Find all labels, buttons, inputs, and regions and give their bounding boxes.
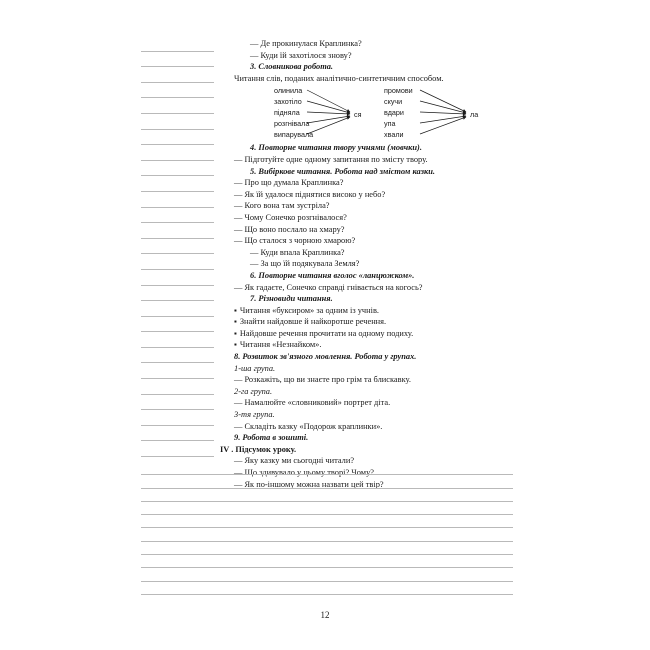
list-item: ▪ Читання «буксиром» за одним із учнів. — [234, 305, 534, 317]
notes-line — [141, 542, 513, 555]
list-item: ▪ Читання «Незнайком». — [234, 339, 534, 351]
margin-line — [141, 161, 214, 177]
margin-line — [141, 239, 214, 255]
question: — Як їй удалося піднятися високо у небо? — [234, 189, 386, 199]
notes-line — [141, 462, 513, 475]
margin-line — [141, 363, 214, 379]
group-label: 3-тя група. — [234, 410, 275, 420]
notes-line — [141, 555, 513, 568]
margin-line — [141, 270, 214, 286]
margin-line — [141, 98, 214, 114]
margin-line — [141, 223, 214, 239]
group-task: — Складіть казку «Подорож краплинки». — [234, 421, 383, 431]
question: — Що здивувало у цьому творі? Чому? — [234, 468, 374, 477]
question: — Де прокинулася Краплинка? — [250, 39, 362, 48]
margin-line — [141, 176, 214, 192]
margin-line — [141, 286, 214, 302]
margin-line — [141, 441, 214, 457]
section-heading: 8. Розвиток зв'язного мовлення. Робота у групах. — [234, 352, 417, 362]
question: — Куди впала Краплинка? — [250, 247, 345, 257]
diagram-word: розгнівала — [274, 119, 310, 129]
question: — Чому Сонечко розгнівалося? — [234, 212, 347, 222]
section-heading: 9. Робота в зошиті. — [234, 433, 309, 443]
section-heading-iv: IV . Підсумок уроку. — [220, 444, 297, 454]
diagram-word: упа — [384, 119, 396, 129]
instruction-text: — Підготуйте одне одному запитання по змісту твору. — [234, 154, 428, 164]
diagram-word: вдари — [384, 108, 404, 118]
notes-line — [141, 515, 513, 528]
question: — Яку казку ми сьогодні читали? — [234, 456, 355, 466]
list-item: ▪ Знайти найдовше й найкоротше речення. — [234, 316, 534, 328]
notes-line — [141, 502, 513, 515]
margin-line — [141, 52, 214, 68]
word-diagram — [234, 86, 534, 139]
margin-line — [141, 348, 214, 364]
margin-line — [141, 395, 214, 411]
question: — Що воно послало на хмару? — [234, 224, 345, 234]
margin-line — [141, 36, 214, 52]
group-label: 1-ша група. — [234, 363, 276, 373]
margin-lines — [141, 36, 214, 457]
question: — Як по-іншому можна назвати цей твір? — [234, 479, 384, 489]
diagram-word: підняла — [274, 108, 300, 118]
question: — Про що думала Краплинка? — [234, 178, 344, 188]
diagram-word: хвали — [384, 130, 404, 140]
group-task: — Розкажіть, що ви знаєте про грім та блискавку. — [234, 375, 411, 385]
margin-line — [141, 379, 214, 395]
instruction-text: Читання слів, поданих аналітично-синтетичним способом. — [234, 73, 444, 83]
section-heading: 4. Повторне читання твору учнями (мовчки). — [250, 143, 422, 153]
margin-line — [141, 145, 214, 161]
diagram-word: захотіло — [274, 97, 302, 107]
margin-line — [141, 332, 214, 348]
notes-line — [141, 582, 513, 595]
margin-line — [141, 67, 214, 83]
diagram-suffix: ся — [354, 110, 362, 120]
diagram-word: олинила — [274, 86, 303, 96]
margin-line — [141, 208, 214, 224]
question: — Куди їй захотілося знову? — [250, 50, 352, 60]
question: — Кого вона там зустріла? — [234, 201, 330, 211]
notes-line — [141, 475, 513, 488]
question: — За що їй подякувала Земля? — [250, 259, 360, 269]
margin-line — [141, 83, 214, 99]
margin-line — [141, 317, 214, 333]
notes-line — [141, 568, 513, 581]
margin-line — [141, 426, 214, 442]
notes-line — [141, 528, 513, 541]
margin-line — [141, 130, 214, 146]
margin-line — [141, 192, 214, 208]
question: — Як гадаєте, Сонечко справді гнівається на когось? — [234, 282, 423, 292]
lesson-text — [220, 38, 534, 490]
margin-line — [141, 410, 214, 426]
section-heading: 7. Різновиди читання. — [250, 294, 333, 304]
group-label: 2-га група. — [234, 386, 273, 396]
margin-line — [141, 301, 214, 317]
notes-line — [141, 489, 513, 502]
margin-line — [141, 114, 214, 130]
page-number: 12 — [320, 610, 330, 620]
diagram-word: скучи — [384, 97, 403, 107]
list-item: ▪ Найдовше речення прочитати на одному подиху. — [234, 328, 534, 340]
diagram-suffix: ла — [470, 110, 479, 120]
notes-lines — [141, 462, 513, 595]
section-heading: 6. Повторне читання вголос «ланцюжком». — [250, 270, 415, 280]
diagram-word: промови — [384, 86, 413, 96]
group-task: — Намалюйте «словниковий» портрет діта. — [234, 398, 391, 408]
question: — Що сталося з чорною хмарою? — [234, 236, 356, 246]
section-heading: 3. Словникова робота. — [250, 62, 334, 72]
margin-line — [141, 254, 214, 270]
diagram-word: випарувала — [274, 130, 314, 140]
section-heading: 5. Вибіркове читання. Робота над змістом казки. — [250, 166, 435, 176]
